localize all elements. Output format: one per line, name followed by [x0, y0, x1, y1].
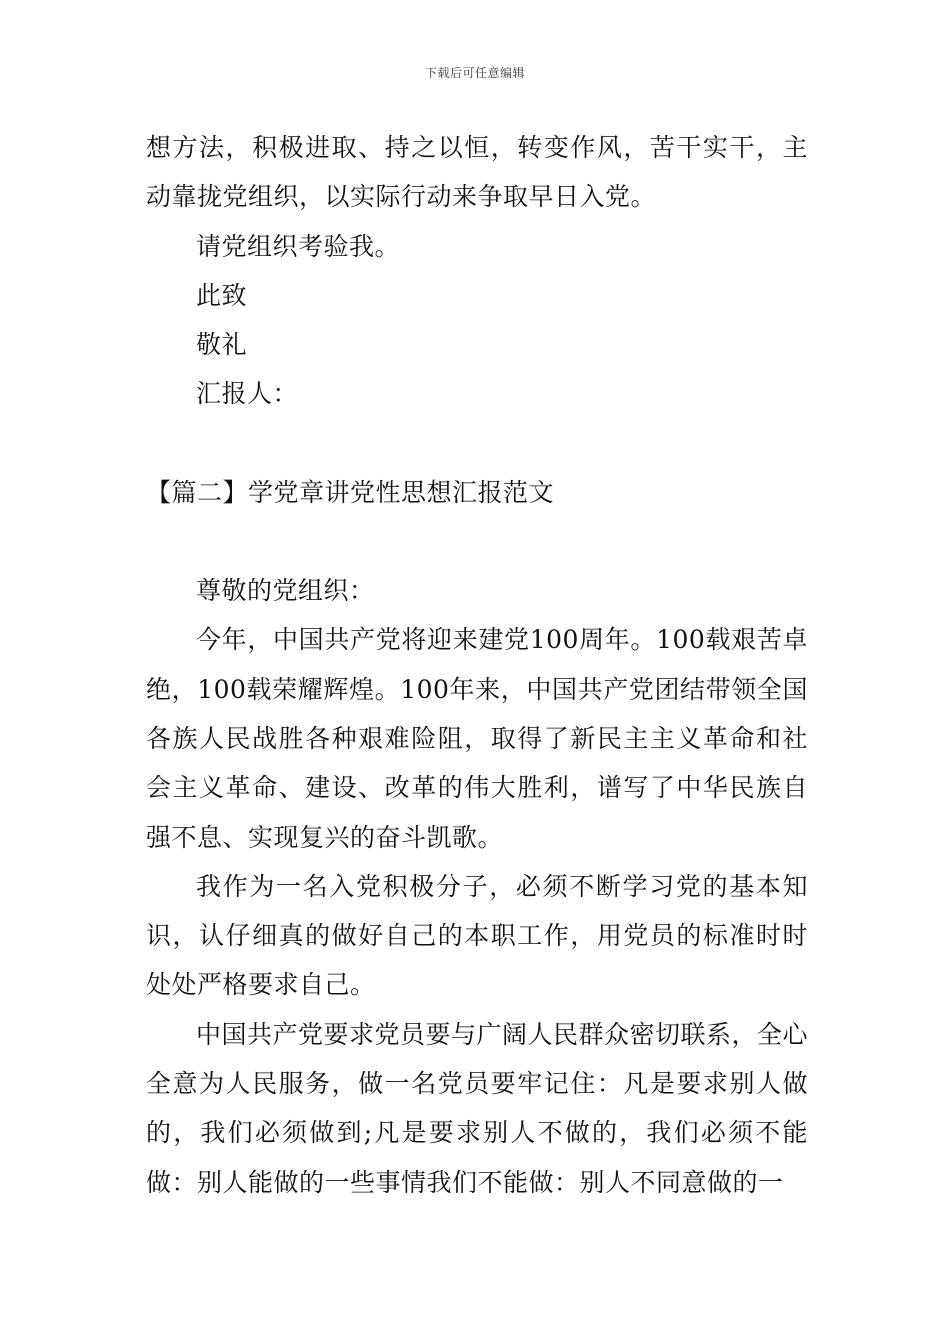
paragraph-continuation: 想方法，积极进取、持之以恒，转变作风，苦干实干，主动靠拢党组织，以实际行动来争取早日入党。	[146, 133, 808, 212]
paragraph-activist: 我作为一名入党积极分子，必须不断学习党的基本知识，认仔细真的做好自己的本职工作，用党员的标准时时处处严格要求自己。	[146, 871, 808, 1000]
page-header-note: 下载后可任意编辑	[424, 66, 525, 80]
salutation-cizhi: 此致	[196, 280, 248, 310]
section-title: 【篇二】学党章讲党性思想汇报范文	[146, 477, 555, 507]
greeting: 尊敬的党组织：	[196, 576, 375, 606]
signer-label: 汇报人：	[196, 379, 299, 409]
paragraph-centenary: 今年，中国共产党将迎来建党100周年。100载艰苦卓绝，100载荣耀辉煌。100年来，中国共产党团结带领全国各族人民战胜各种艰难险阻，取得了新民主主义革命和社会主义革命、建设、改革的伟大胜利，谱写了中华民族自强不息、实现复兴的奋斗凯歌。	[146, 625, 808, 852]
spacer	[146, 517, 808, 566]
document-body	[146, 123, 808, 1207]
spacer	[146, 419, 808, 468]
closing-request: 请党组织考验我。	[196, 231, 401, 261]
paragraph-requirements: 中国共产党要求党员要与广阔人民群众密切联系，全心全意为人民服务，做一名党员要牢记住：凡是要求别人做的，我们必须做到;凡是要求别人不做的，我们必须不能做：别人能做的一些事情我们不能做：别人不同意做的一	[146, 1019, 809, 1197]
salutation-jingli: 敬礼	[196, 330, 248, 360]
